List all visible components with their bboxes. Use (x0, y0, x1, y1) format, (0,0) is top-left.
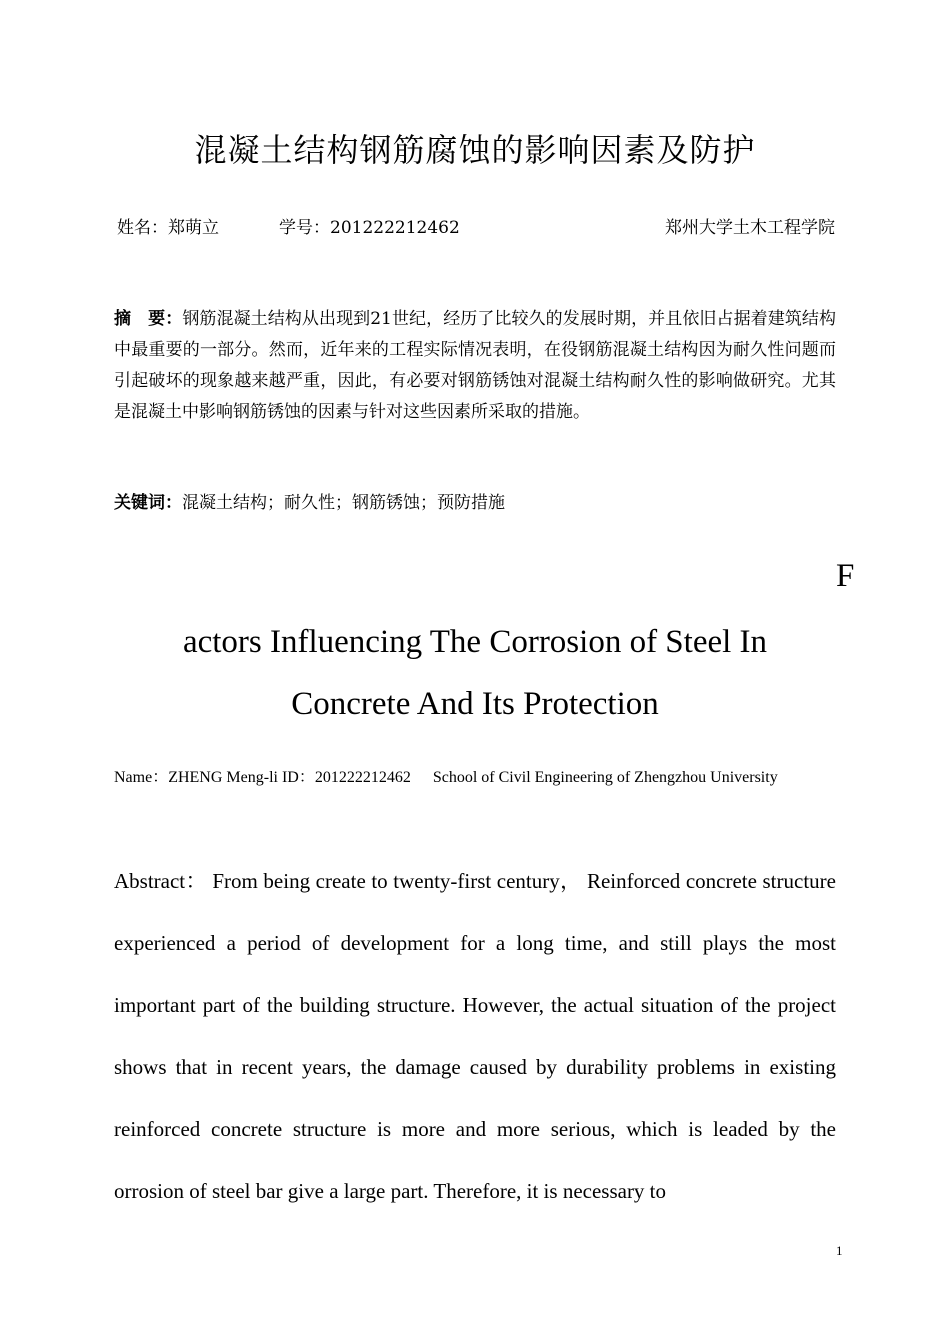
english-abstract-text: From being create to twenty-first century， Reinforced concrete structure experienced a period of development for a long time, and still plays the most important part of the building structure. However, the actual situation of the project shows that in recent years, the damage caused by durability problems in existing reinforced concrete structure is more and more serious, which is leaded by the orrosion of steel bar give a large part. Therefore, it is necessary to (114, 869, 836, 1203)
chinese-keywords-label: 关键词： (114, 493, 182, 513)
english-school: School of Civil Engineering of Zhengzhou University (432, 769, 778, 786)
english-title (0, 611, 950, 735)
english-author-line (114, 766, 874, 790)
english-abstract-label: Abstract： (114, 869, 207, 893)
english-title-line-2: Concrete And Its Protection (291, 686, 659, 722)
english-abstract (114, 850, 836, 1222)
chinese-keywords (114, 488, 836, 519)
english-author-name-id: Name：ZHENG Meng-li ID：201222212462 (114, 769, 411, 786)
chinese-author-line (117, 215, 835, 241)
chinese-title: 混凝土结构钢筋腐蚀的影响因素及防护 (194, 131, 756, 169)
english-title-line-1: actors Influencing The Corrosion of Steel In (182, 624, 768, 660)
chinese-abstract-label: 摘 要： (114, 309, 183, 329)
page-number: 1 (836, 1243, 843, 1258)
english-title-first-letter: F (836, 558, 855, 594)
chinese-student-id: 学号：201222212462 (279, 218, 460, 238)
chinese-school: 郑州大学土木工程学院 (665, 218, 835, 238)
chinese-author-name: 姓名：郑萌立 (117, 218, 219, 238)
chinese-abstract (114, 304, 836, 428)
chinese-keywords-text: 混凝土结构；耐久性；钢筋锈蚀；预防措施 (182, 493, 505, 513)
chinese-abstract-text: 钢筋混凝土结构从出现到21世纪，经历了比较久的发展时期，并且依旧占据着建筑结构中最重要的一部分。然而，近年来的工程实际情况表明，在役钢筋混凝土结构因为耐久性问题而引起破坏的现象越来越严重，因此，有必要对钢筋锈蚀对混凝土结构耐久性的影响做研究。尤其是混凝土中影响钢筋锈蚀的因素与针对这些因素所采取的措施。 (114, 309, 836, 422)
